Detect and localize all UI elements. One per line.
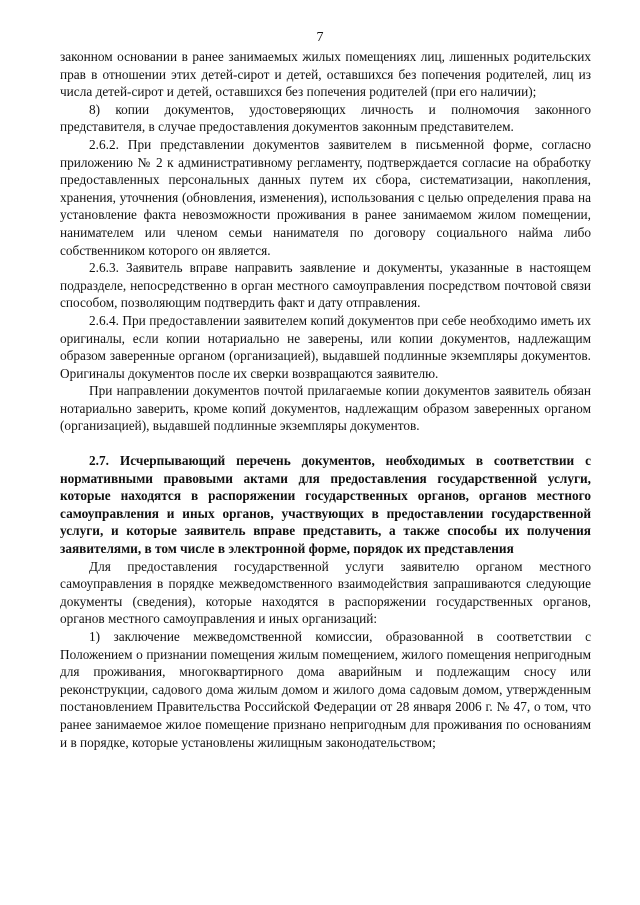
paragraph-2-6-4: 2.6.4. При предоставлении заявителем копий документов при себе необходимо иметь их оригиналы, если копии нотариально не заверены, или копии документов, надлежащим образом заверенные органом (организацией), выдавшей подлинные экземпляры документов. Оригиналы документов после их сверки возвращаются заявителю.	[60, 312, 591, 381]
paragraph-mail-copies: При направлении документов почтой прилагаемые копии документов заявитель обязан нотариально заверить, кроме копий документов, надлежащим образом заверенных органом (организацией), выдавшей подлинные экземпляры документов.	[60, 383, 591, 434]
paragraph-interagency-request: Для предоставления государственной услуги заявителю органом местного самоуправления в порядке межведомственного взаимодействия запрашиваются следующие документы (сведения), которые находятся в распоряжении государственных органов, органов местного самоуправления и иных организаций:	[60, 558, 591, 627]
section-heading-2-7: 2.7. Исчерпывающий перечень документов, необходимых в соответствии с нормативными правовыми актами для предоставления государственной услуги, которые находятся в распоряжении государственных органов, органов местного самоуправления и иных органов, участвующих в предоставлении государственной услуги, и которые заявитель вправе представить, а также способы их получения заявителями, в том числе в электронной форме, порядок их представления	[60, 453, 591, 557]
document-body	[60, 48, 591, 751]
page-number: 7	[316, 30, 324, 45]
paragraph-item-1: 1) заключение межведомственной комиссии, образованной в соответствии с Положением о признании помещения жилым помещением, жилого помещения непригодным для проживания, многоквартирного дома аварийным и подлежащим сносу или реконструкции, садового дома жилым домом и жилого дома садовым домом, утвержденным постановлением Правительства Российской Федерации от 28 января 2006 г. № 47, о том, что ранее занимаемое жилое помещение признано непригодным для проживания по основаниям и в порядке, которые установлены жилищным законодательством;	[60, 629, 591, 750]
paragraph-item-8: 8) копии документов, удостоверяющих личность и полномочия законного представителя, в случае предоставления документов законным представителем.	[60, 101, 591, 135]
paragraph-2-6-2: 2.6.2. При представлении документов заявителем в письменной форме, согласно приложению № 2 к административному регламенту, подтверждается согласие на обработку предоставленных персональных данных путем их сбора, систематизации, накопления, хранения, уточнения (обновления, изменения), использования с целью определения права на установление факта невозможности проживания в ранее занимаемом жилом помещении, нанимателем или членом семьи нанимателя по договору социального найма либо собственником которого он является.	[60, 136, 591, 258]
paragraph-continuation: законном основании в ранее занимаемых жилых помещениях лиц, лишенных родительских прав в отношении этих детей-сирот и детей, оставшихся без попечения родителей, лиц из числа детей-сирот и детей, оставшихся без попечения родителей (при его наличии);	[60, 49, 591, 100]
paragraph-2-6-3: 2.6.3. Заявитель вправе направить заявление и документы, указанные в настоящем подразделе, непосредственно в орган местного самоуправления посредством почтовой связи способом, позволяющим подтвердить факт и дату отправления.	[60, 260, 591, 311]
